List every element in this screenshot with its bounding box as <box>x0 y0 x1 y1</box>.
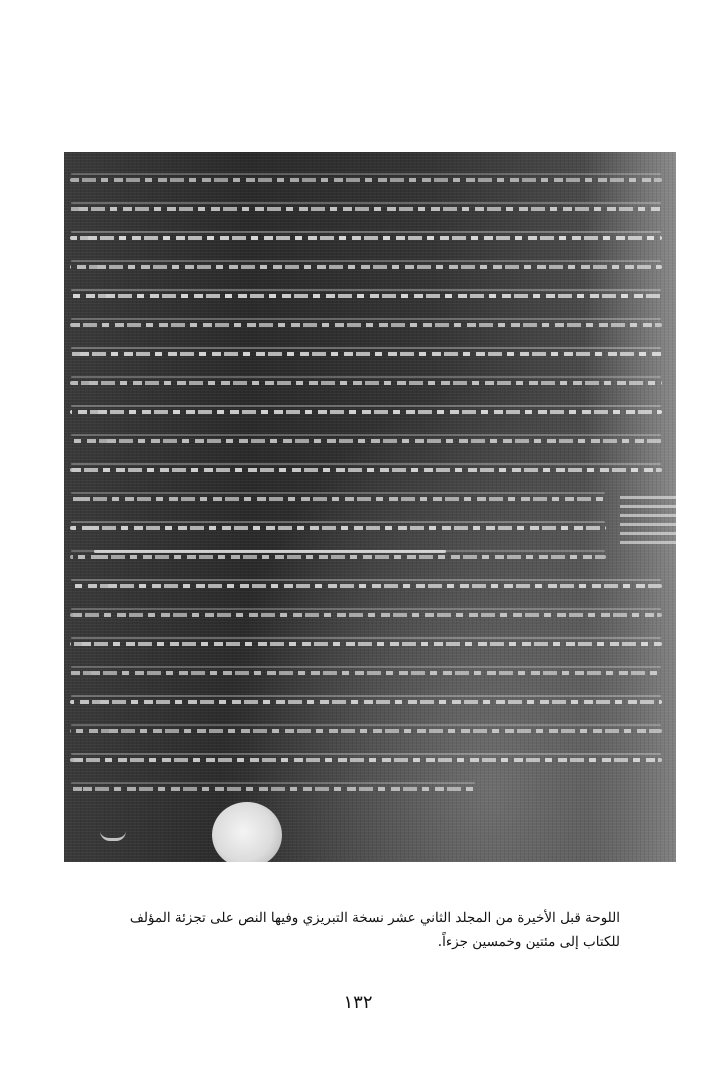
plate-texture <box>64 152 676 862</box>
manuscript-line <box>70 700 662 704</box>
manuscript-line <box>70 787 476 791</box>
manuscript-line <box>70 642 662 646</box>
seal-stamp <box>212 802 282 862</box>
manuscript-line <box>70 439 662 443</box>
caption-line-2: للكتاب إلى مئتين وخمسين جزءاً. <box>437 934 620 950</box>
manuscript-line <box>70 207 662 211</box>
manuscript-line <box>70 671 662 675</box>
manuscript-line <box>70 178 662 182</box>
separator-stroke <box>94 550 446 553</box>
manuscript-line <box>70 613 662 617</box>
manuscript-line <box>70 265 662 269</box>
corner-mark <box>100 824 126 841</box>
manuscript-plate <box>64 152 676 862</box>
manuscript-line <box>70 526 606 530</box>
caption-line-1: اللوحة قبل الأخيرة من المجلد الثاني عشر نسخة التبريزي وفيها النص على تجزئة المؤلف <box>129 910 620 926</box>
manuscript-line <box>70 584 662 588</box>
manuscript-line <box>70 352 662 356</box>
manuscript-line <box>70 468 662 472</box>
manuscript-line <box>70 758 662 762</box>
manuscript-line <box>70 381 662 385</box>
manuscript-line <box>70 236 662 240</box>
manuscript-line <box>70 497 606 501</box>
margin-annotation <box>620 492 676 544</box>
manuscript-line <box>70 555 606 559</box>
manuscript-line <box>70 294 662 298</box>
manuscript-line <box>70 729 662 733</box>
figure-caption <box>100 906 620 954</box>
manuscript-line <box>70 323 662 327</box>
page-number: ١٣٢ <box>343 992 373 1013</box>
manuscript-line <box>70 410 662 414</box>
